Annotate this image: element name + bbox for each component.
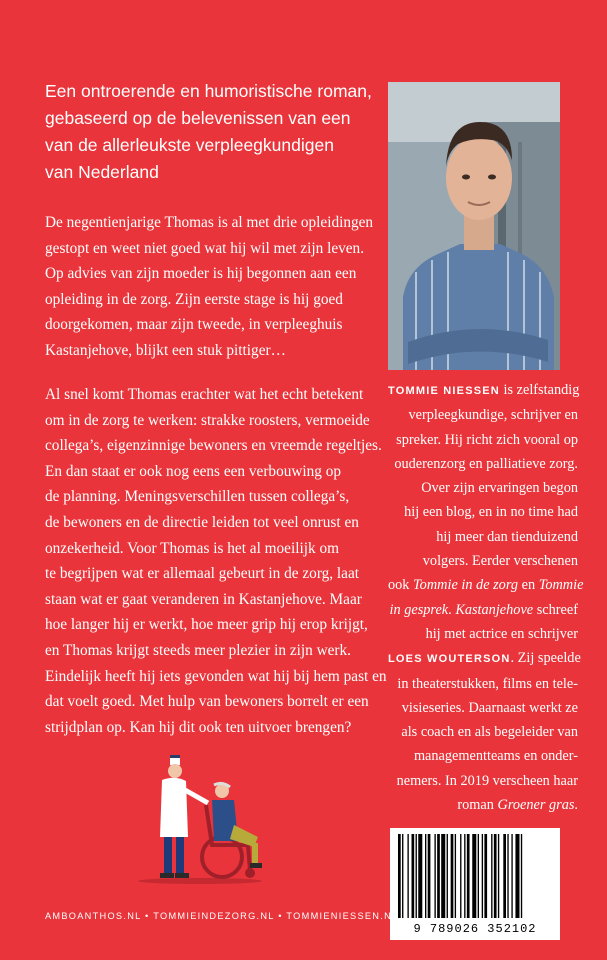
barcode-bar	[451, 834, 454, 918]
tagline	[45, 78, 380, 186]
barcode-bar	[428, 834, 431, 918]
barcode-bar	[460, 834, 461, 918]
bio-line: managementteams en onder-	[413, 748, 578, 765]
barcode-bar	[511, 834, 512, 918]
bio-line: in theaterstukken, films en tele-	[397, 675, 578, 692]
barcode-bar	[482, 834, 483, 918]
book-title: Tommie	[538, 577, 584, 594]
tagline-line: van Nederland	[45, 162, 159, 182]
barcode-bar	[515, 834, 519, 918]
blurb-line: De negentienjarige Thomas is al met drie opleidingen	[45, 214, 374, 231]
barcode-bar	[434, 834, 435, 918]
nurse-wheelchair-illustration	[130, 755, 270, 885]
barcode-bar	[498, 834, 499, 918]
book-title: in gesprek	[389, 601, 449, 618]
blurb-line: doorgekomen, maar zijn tweede, in verpleeghuis	[45, 316, 343, 334]
barcode-bar	[416, 834, 417, 918]
bio-line: hij een blog, en in no time had	[404, 504, 578, 521]
blurb-line: te begrijpen wat er allemaal gebeurt in de zorg, laat	[45, 565, 360, 583]
barcode-bar	[441, 834, 445, 918]
bio-line: visieseries. Daarnaast werkt ze	[401, 699, 578, 716]
blurb-line: gestopt en weet niet goed wat hij wil met zijn leven.	[45, 239, 365, 257]
tagline-line: Een ontroerende en humoristische roman,	[45, 81, 372, 101]
blurb-line: Kastanjehove, blijkt een stuk pittiger…	[45, 341, 286, 359]
footer-websites: AMBOANTHOS.NL • TOMMIEINDEZORG.NL • TOMMIENIESSEN.NL	[45, 911, 399, 921]
blurb-line: hoe langer hij er werkt, hoe meer grip hij erop krijgt,	[45, 616, 368, 634]
blurb-line: Al snel komt Thomas erachter wat het echt betekent	[45, 386, 364, 403]
isbn-number: 9 789026 352102	[413, 922, 537, 936]
bio-line: verpleegkundige, schrijver en	[408, 407, 578, 424]
book-title: Tommie in de zorg	[413, 577, 519, 594]
barcode-bar	[418, 834, 422, 918]
blurb-line: Op advies van zijn moeder is hij begonnen aan een	[45, 265, 357, 283]
blurb-paragraph-1	[45, 210, 373, 364]
blurb-line: dat voelt goed. Met hulp van bewoners borrelt er een	[45, 693, 369, 711]
barcode-bar	[503, 834, 506, 918]
blurb-line: de bewoners en de directie leiden tot veel onrust en	[45, 513, 359, 531]
bio-line: spreker. Hij richt zich vooral op	[396, 431, 578, 448]
barcode-bar	[447, 834, 448, 918]
bio-line: als coach en als begeleider van	[401, 724, 578, 741]
barcode-bar	[455, 834, 456, 918]
barcode-bar	[491, 834, 492, 918]
author-photo	[388, 82, 560, 370]
blurb-line: en Thomas krijgt steeds meer plezier in zijn werk.	[45, 641, 351, 659]
blurb-line: collega’s, eigenzinnige bewoners en vreemde regeltjes.	[45, 437, 382, 455]
book-title: Kastanjehove	[455, 601, 534, 618]
blurb-line: strijdplan op. Kan hij dit ook ten uitvoer brengen?	[45, 718, 352, 736]
tagline-line: van de allerleukste verpleegkundigen	[45, 135, 334, 155]
bio-line: ouderenzorg en palliatieve zorg.	[394, 455, 578, 472]
blurb-line: staan wat er gaat veranderen in Kastanjehove. Maar	[45, 590, 362, 608]
barcode-bar	[437, 834, 440, 918]
author-bio	[388, 378, 584, 817]
barcode-bar	[467, 834, 470, 918]
bio-line: in gesprek. Kastanjehove schreef	[389, 601, 578, 618]
blurb-line: om in de zorg te werken: strakke roosters, vermoeide	[45, 411, 370, 429]
bio-line: ook Tommie in de zorg en Tommie	[388, 577, 584, 594]
tagline-line: gebaseerd op de belevenissen van een	[45, 108, 351, 128]
bio-line: roman Groener gras.	[457, 797, 578, 814]
barcode-bar	[464, 834, 465, 918]
barcode-bar	[407, 834, 408, 918]
barcode-bar	[402, 834, 403, 918]
coauthor-name: LOES WOUTERSON	[388, 653, 511, 666]
blurb-line: En dan staat er ook nog eens een verbouwing op	[45, 462, 342, 480]
barcode-bar	[494, 834, 497, 918]
bio-line: nemers. In 2019 verscheen haar	[396, 772, 578, 789]
barcode-bar	[412, 834, 415, 918]
book-title: Groener gras	[497, 797, 575, 814]
blurb-line: de planning. Meningsverschillen tussen collega’s,	[45, 488, 350, 506]
barcode-bar	[425, 834, 426, 918]
bio-line: Over zijn ervaringen begon	[421, 480, 578, 497]
blurb-line: opleiding in de zorg. Zijn eerste stage is hij goed	[45, 290, 343, 308]
author-name: TOMMIE NIESSEN	[388, 385, 500, 397]
bio-line: hij met actrice en schrijver	[425, 625, 578, 642]
bio-line: LOES WOUTERSON. Zij speelde	[388, 650, 581, 667]
bio-line: volgers. Eerder verschenen	[422, 553, 578, 570]
bio-line: hij meer dan tienduizend	[436, 528, 578, 545]
barcode-bar	[521, 834, 522, 918]
barcode-bar	[507, 834, 508, 918]
blurb-line: Eindelijk heeft hij iets gevonden wat hij bij hem past en	[45, 667, 387, 685]
barcode-bar	[472, 834, 476, 918]
barcode-bar	[478, 834, 479, 918]
blurb-line: onzekerheid. Voor Thomas is het al moeilijk om	[45, 539, 339, 557]
barcode-bar	[398, 834, 401, 918]
isbn-barcode	[390, 828, 560, 940]
bio-line: TOMMIE NIESSEN is zelfstandig	[388, 382, 580, 398]
blurb-paragraph-2	[45, 382, 387, 740]
barcode-bar	[484, 834, 487, 918]
